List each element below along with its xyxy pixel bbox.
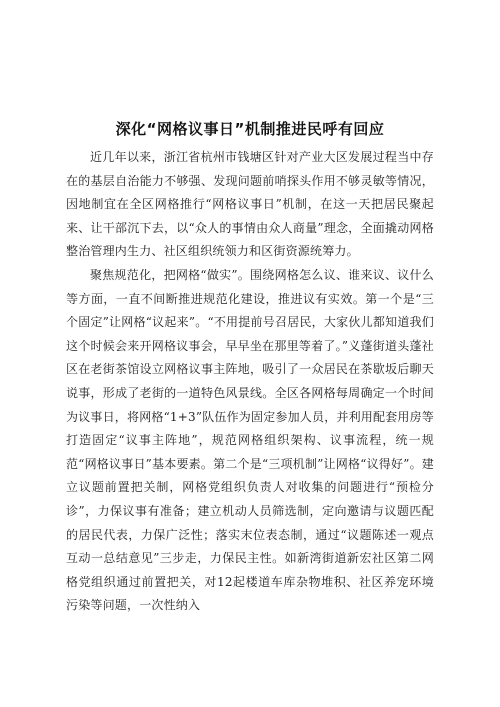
document-body (66, 146, 434, 618)
paragraph-1: 近几年以来，浙江省杭州市钱塘区针对产业大区发展过程当中存在的基层自治能力不够强、发现问题前哨探头作用不够灵敏等情况，因地制宜在全区网格推行“网格议事日”机制，在这一天把居民聚起来、让干部沉下去，以“众人的事情由众人商量”理念，全面撬动网格整治管理内生力、社区组织统领力和区街资源统筹力。 (66, 150, 434, 259)
paragraph-2: 聚焦规范化，把网格“做实”。围绕网格怎么议、谁来议、议什么等方面，一直不间断推进规范化建设，推进议有实效。第一个是“三个固定”让网格“议起来”。“不用提前号召居民，大家伙儿都知道我们这个时候会来开网格议事会，早早坐在那里等着了。”义蓬街道头蓬社区在老街茶馆设立网格议事主阵地，吸引了一众居民在茶歇坂后聊天说事，形成了老街的一道特色风景线。全区各网格每周确定一个时间为议事日，将网格“1+3”队伍作为固定参加人员，并利用配套用房等打造固定“议事主阵地”，规范网格组织架构、议事流程，统一规范“网格议事日”基本要素。第二个是“三项机制”让网格“议得好”。建立议题前置把关制，网格党组织负责人对收集的问题进行“预检分诊”，力保议事有准备；建立机动人员筛选制，定向邀请与议题匹配的居民代表，力保广泛性；落实末位表态制，通过“议题陈述一观点互动一总结意见”三步走，力保民主性。如新湾街道新宏社区第二网格党组织通过前置把关，对12起楼道车库杂物堆积、社区养宠环境污染等问题，一次性纳入 (66, 267, 434, 613)
document-title: 深化“网格议事日”机制推进民呼有回应 (115, 120, 385, 138)
